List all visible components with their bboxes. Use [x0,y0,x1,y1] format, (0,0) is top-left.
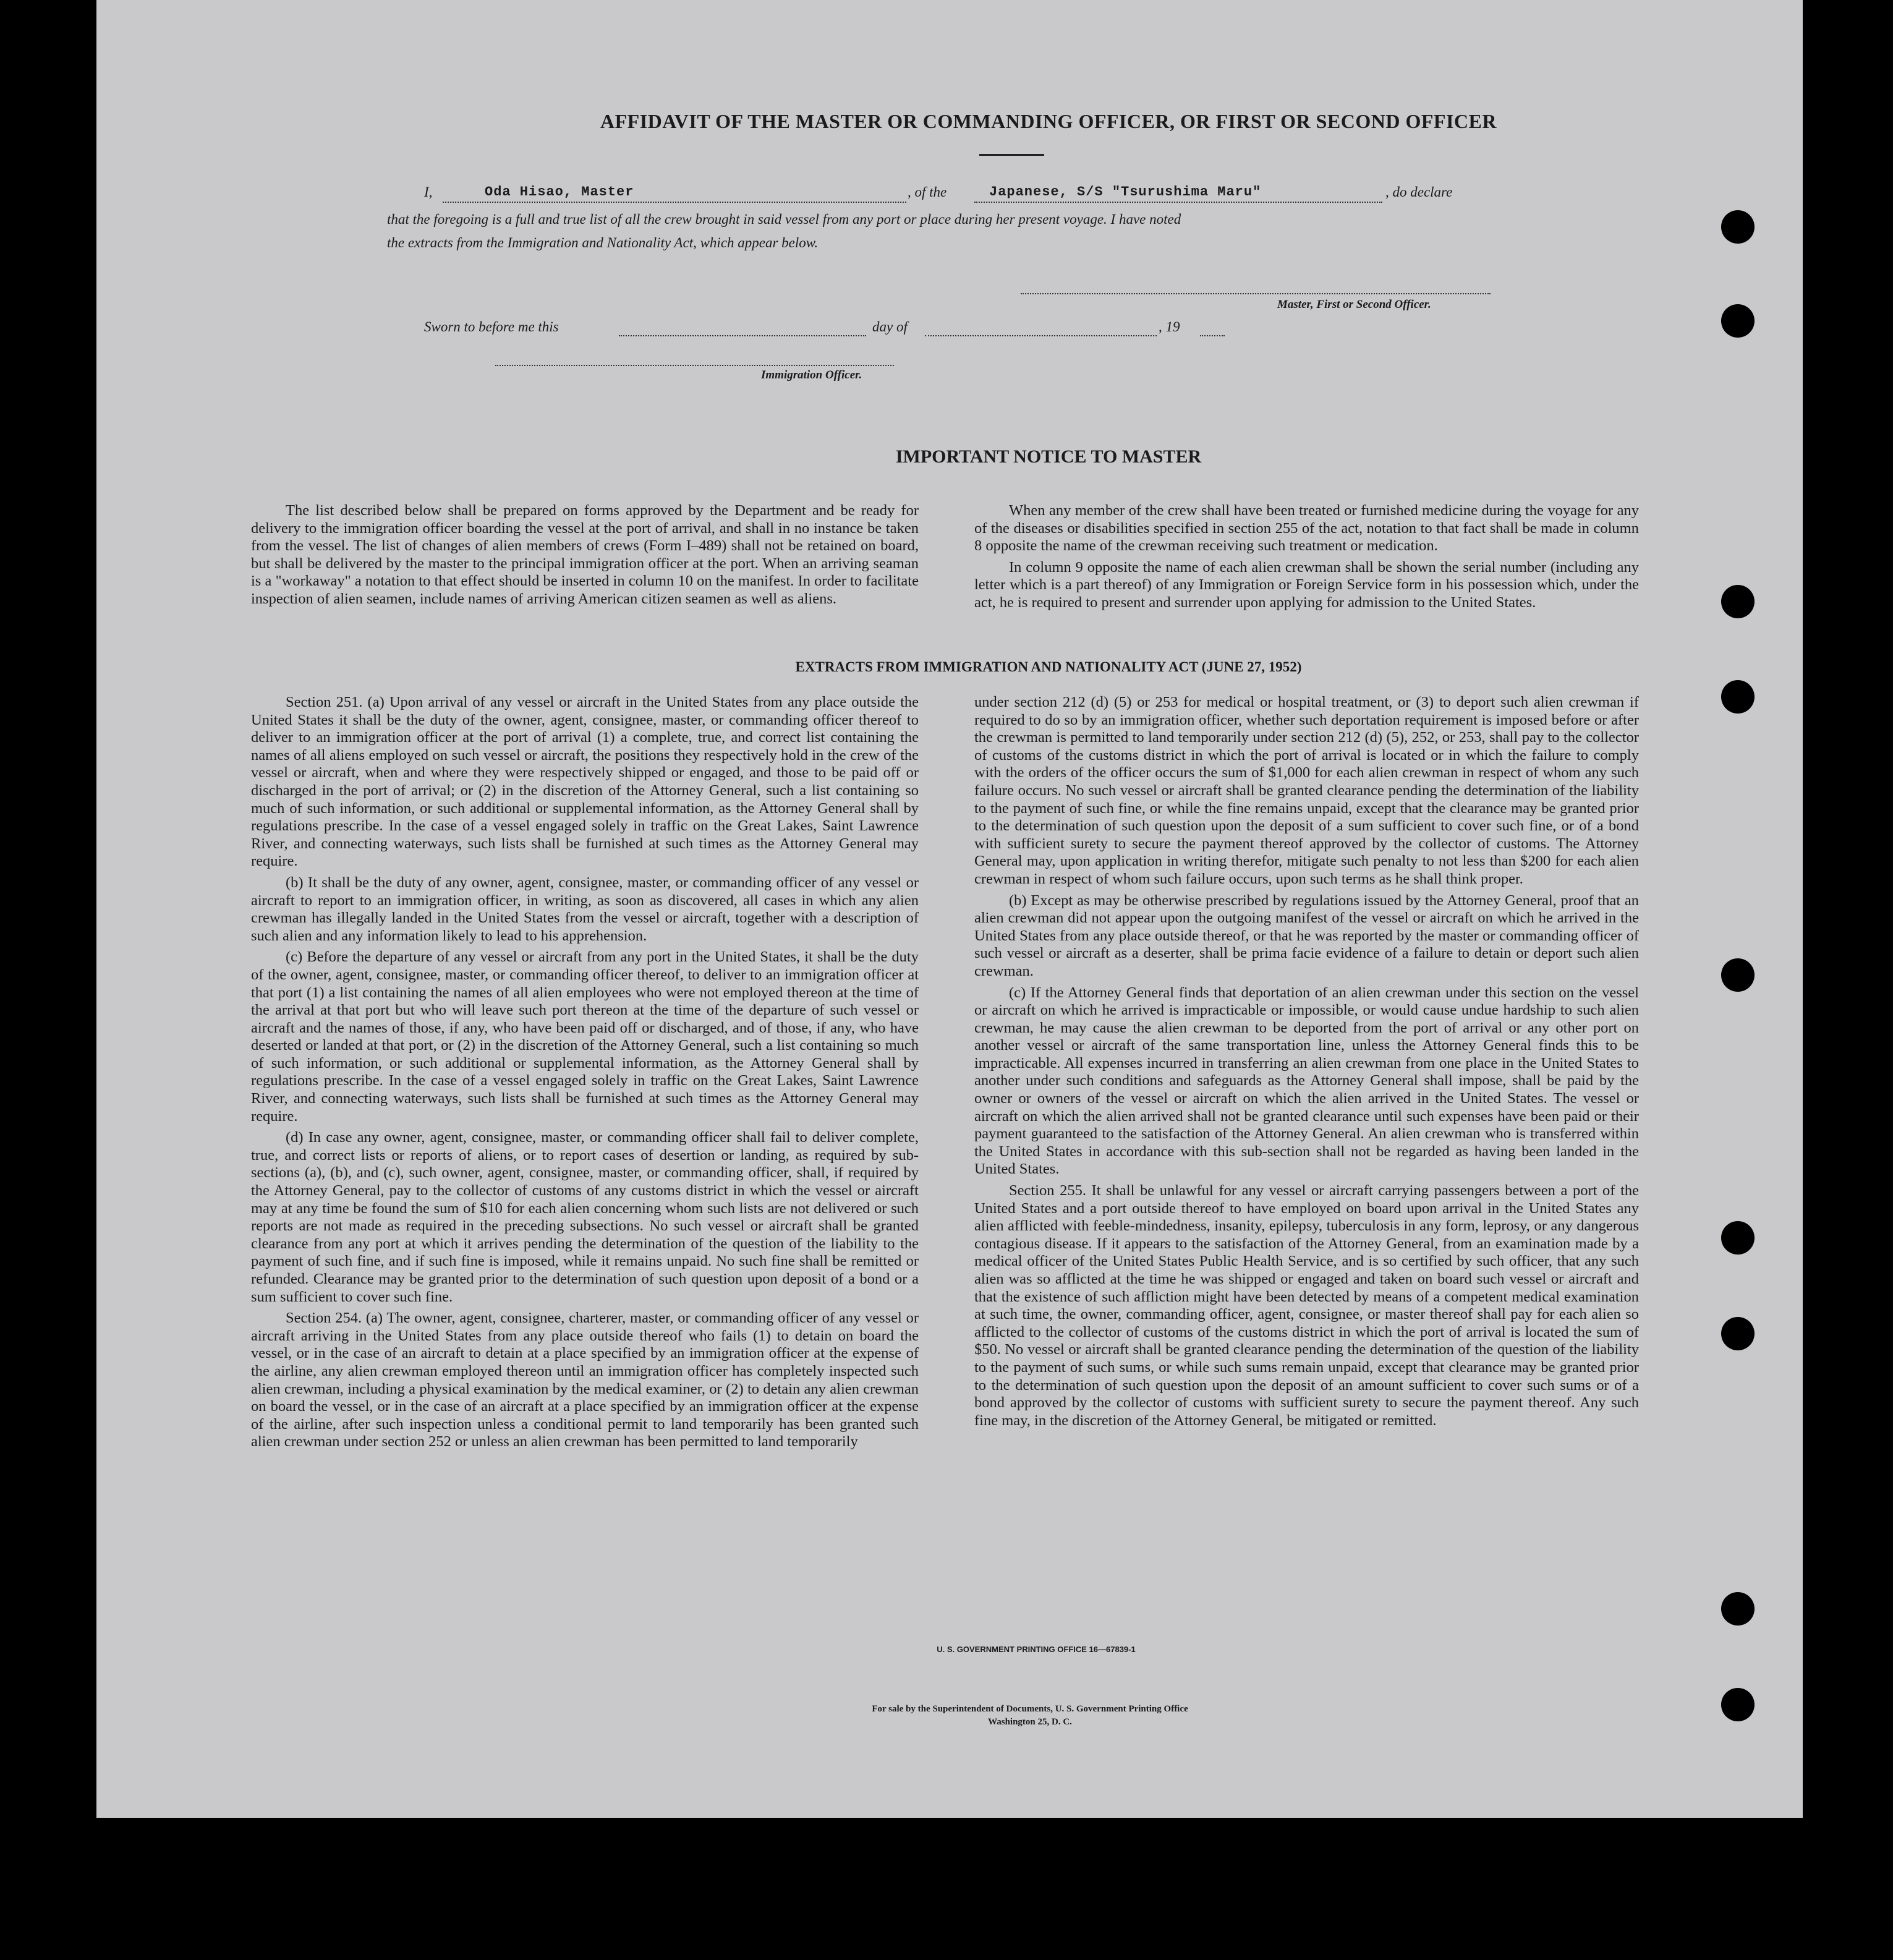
do-declare-label: , do declare [1385,184,1453,200]
declaration-line-2: the extracts from the Immigration and Nationality Act, which appear below. [387,235,819,250]
section-251-a: Section 251. (a) Upon arrival of any vessel or aircraft in the United States from any place outside the United States it shall be the duty of the owner, agent, consignee, master, or commanding officer thereof to deliver to an immigration officer at the port of arrival (1) a complete, true, and correct list containing the names of all aliens employed on such vessel or aircraft, the positions they respectively hold in the crew of the vessel or aircraft, when and where they were respectively shipped or engaged, and those to be paid off or discharged in the port of arrival; or (2) in the discretion of the Attorney General, such a list containing so much of such information, or such additional or supplemental information, as the Attorney General shall by regulations prescribe. In the case of a vessel engaged solely in traffic on the Great Lakes, Saint Lawrence River, and connecting waterways, such lists shall be furnished at such times as the Attorney General may require. [251,694,919,870]
signature-line [1021,286,1491,294]
vessel-field [974,184,1382,203]
extracts-right-column [974,694,1639,1433]
document-page [96,0,1803,1818]
footer-line-1: For sale by the Superintendent of Documents, U. S. Government Printing Office [872,1704,1188,1714]
affidavit-title: AFFIDAVIT OF THE MASTER OR COMMANDING OFFICER, OR FIRST OR SECOND OFFICER [600,110,1497,132]
section-251-c: (c) Before the departure of any vessel or aircraft from any port in the United States, it shall be the duty of the owner, agent, consignee, master, or commanding officer thereof, to deliver to an immigration officer at that port (1) a list containing the names of all alien employees who were not employed thereon at the time of the arrival at that port but who will leave such port thereon at the time of the departure of such vessel or aircraft and the names of those, if any, who have been paid off or discharged, and of those, if any, who have deserted or landed at that port, or (2) in the discretion of the Attorney General, such a list containing so much of such information, or such additional or supplemental information, as the Attorney General shall by regulations prescribe. In the case of a vessel engaged solely in traffic on the Great Lakes, Saint Lawrence River, and connecting waterways, such lists shall be furnished at such times as the Attorney General may require. [251,948,919,1125]
immigration-officer-line [495,357,894,366]
notice-left-paragraph: The list described below shall be prepared on forms approved by the Department and be ready for delivery to the immigration officer boarding the vessel at the port of arrival, and shall in no instance be taken from the vessel. The list of changes of alien members of crews (Form I–489) shall not be retained on board, but shall be delivered by the master to the principal immigration officer at the port. When an arriving seaman is a "workaway" a notation to that effect should be inserted in column 10 on the manifest. In order to facilitate inspection of alien seamen, include names of arriving American citizen seamen as well as aliens. [251,502,919,607]
punch-hole [1721,585,1755,618]
year-label: , 19 [1159,319,1180,334]
notice-right-column [974,502,1639,616]
notice-left-column [251,502,919,612]
sworn-month-field [925,322,1157,336]
notice-title: IMPORTANT NOTICE TO MASTER [895,446,1202,467]
footer-line-2: Washington 25, D. C. [988,1717,1072,1727]
printing-office-imprint: U. S. GOVERNMENT PRINTING OFFICE 16—67839-1 [937,1645,1136,1654]
master-name-value: Oda Hisao, Master [485,184,634,200]
punch-hole [1721,1317,1755,1350]
vessel-value: Japanese, S/S "Tsurushima Maru" [989,184,1262,200]
punch-hole [1721,1592,1755,1626]
extracts-left-column [251,694,919,1455]
section-254-a-continued: under section 212 (d) (5) or 253 for medical or hospital treatment, or (3) to deport such alien crewman if required to do so by an immigration officer, whether such deportation requirement is imposed before or after the crewman is permitted to land temporarily under section 212 (d) (5), 252, or 253, shall pay to the collector of customs of the customs district in which the port of arrival is located or in which the failure to comply with the orders of the officer occurs the sum of $1,000 for each alien crewman in respect of whom any such failure occurs. No such vessel or aircraft shall be granted clearance pending the determination of the liability to the payment of such fine, or while the fine remains unpaid, except that the clearance may be granted prior to the determination of such question upon the deposit of a sum sufficient to cover such fine, or of a bond with sufficient surety to secure the payment thereof approved by the collector of customs. The Attorney General may, upon application in writing therefor, mitigate such penalty to not less than $200 for each alien crewman in respect of whom such failure occurs, upon such terms as he shall think proper. [974,694,1639,887]
master-name-field [443,184,906,203]
section-254-a: Section 254. (a) The owner, agent, consignee, charterer, master, or commanding officer of any vessel or aircraft arriving in the United States from any place outside thereof who fails (1) to detain on board the vessel, or in the case of an aircraft to detain at a place specified by an immigration officer at the expense of the airline, any alien crewman employed thereon until an immigration officer has completely inspected such alien crewman, including a physical examination by the medical examiner, or (2) to detain any alien crewman on board the vessel, or in the case of an aircraft at a place specified by an immigration officer at the expense of the airline, after such inspection unless a conditional permit to land temporarily has been granted such alien crewman under section 252 or unless an alien crewman has been permitted to land temporarily [251,1310,919,1451]
notice-right-paragraph-2: In column 9 opposite the name of each alien crewman shall be shown the serial number (including any letter which is a part thereof) of any Immigration or Foreign Service form in his possession which, under the act, he is required to present and surrender upon applying for admission to the United States. [974,558,1639,611]
immigration-officer-label: Immigration Officer. [761,369,862,381]
title-rule [979,154,1044,156]
punch-hole [1721,680,1755,714]
notice-right-paragraph-1: When any member of the crew shall have been treated or furnished medicine during the voyage for any of the diseases or disabilities specified in section 255 of the act, notation to that fact shall be made in column 8 opposite the name of the crewman receiving such treatment or medication. [974,502,1639,555]
sworn-day-field [619,322,866,336]
of-the-label: , of the [908,184,947,200]
extracts-title: EXTRACTS FROM IMMIGRATION AND NATIONALITY ACT (JUNE 27, 1952) [795,659,1302,675]
section-255: Section 255. It shall be unlawful for any vessel or aircraft carrying passengers between a port of the United States and a port outside thereof to have employed on board upon arrival in the United States any alien afflicted with feeble-mindedness, insanity, epilepsy, tuberculosis in any form, leprosy, or any dangerous contagious disease. If it appears to the satisfaction of the Attorney General, from an examination made by a medical officer of the United States Public Health Service, and is so certified by such officer, that any such alien was so afflicted at the time he was shipped or engaged and taken on board such vessel or aircraft and that the existence of such affliction might have been detected by means of a competent medical examination at such time, the owner, commanding officer, agent, consignee, or master thereof shall pay for each alien so afflicted to the collector of customs of the customs district in which the port of arrival is located the sum of $50. No vessel or aircraft shall be granted clearance pending the determination of the question of the liability to the payment of such sums, or while such sums remain unpaid, except that clearance may be granted prior to the determination of such question upon the deposit of an amount sufficient to cover such sums or of a bond approved by the collector of customs with sufficient surety to secure the payment thereof. Any such fine may, in the discretion of the Attorney General, be mitigated or remitted. [974,1182,1639,1429]
punch-hole [1721,958,1755,992]
section-254-b: (b) Except as may be otherwise prescribed by regulations issued by the Attorney General, proof that an alien crewman did not appear upon the outgoing manifest of the vessel or aircraft on which he arrived in the United States from any place outside thereof, or that he was reported by the master or commanding officer of such vessel or aircraft as a deserter, shall be prima facie evidence of a failure to detain or deport such alien crewman. [974,892,1639,979]
punch-hole [1721,304,1755,338]
section-254-c: (c) If the Attorney General finds that deportation of an alien crewman under this section on the vessel or aircraft on which he arrived is impracticable or impossible, or would cause undue hardship to such alien crewman, he may cause the alien crewman to be deported from the port of arrival or any other port on another vessel or aircraft of the same transportation line, unless the Attorney General finds this to be impracticable. All expenses incurred in transferring an alien crewman from one place in the United States to another under such conditions and safeguards as the Attorney General shall impose, shall be paid by the owner or owners of the vessel or aircraft on which the alien arrived in the United States. The vessel or aircraft on which the alien arrived shall not be granted clearance until such expenses have been paid or their payment guaranteed to the satisfaction of the Attorney General. An alien crewman who is transferred within the United States in accordance with this sub-section shall not be regarded as having been landed in the United States. [974,984,1639,1178]
section-251-b: (b) It shall be the duty of any owner, agent, consignee, master, or commanding officer of any vessel or aircraft to report to an immigration officer, in writing, as soon as discovered, all cases in which any alien crewman has illegally landed in the United States from the vessel or aircraft, together with a description of such alien and any information likely to lead to his apprehension. [251,874,919,944]
signature-label: Master, First or Second Officer. [1277,298,1431,311]
punch-hole [1721,1688,1755,1721]
section-251-d: (d) In case any owner, agent, consignee, master, or commanding officer shall fail to deliver complete, true, and correct lists or reports of aliens, or to report cases of desertion or landing, as required by sub-sections (a), (b), and (c), such owner, agent, consignee, master, or commanding officer, shall, if required by the Attorney General, pay to the collector of customs of any customs district in which the vessel or aircraft may at any time be found the sum of $10 for each alien concerning whom such lists are not delivered or such reports are not made as required in the preceding subsections. No such vessel or aircraft shall be granted clearance from any port at which it arrives pending the determination of the question of the liability to the payment of such fine, and if such fine is imposed, while it remains unpaid. No such fine shall be remitted or refunded. Clearance may be granted prior to the determination of such question upon deposit of a bond or a sum sufficient to cover such fine. [251,1129,919,1305]
punch-hole [1721,210,1755,244]
day-of-label: day of [872,319,908,334]
declaration-line-1: that the foregoing is a full and true list of all the crew brought in said vessel from any port or place during her present voyage. I have noted [387,211,1181,227]
punch-hole [1721,1221,1755,1255]
i-label: I, [424,184,433,200]
sworn-label: Sworn to before me this [424,319,559,334]
sworn-year-field [1200,322,1225,336]
